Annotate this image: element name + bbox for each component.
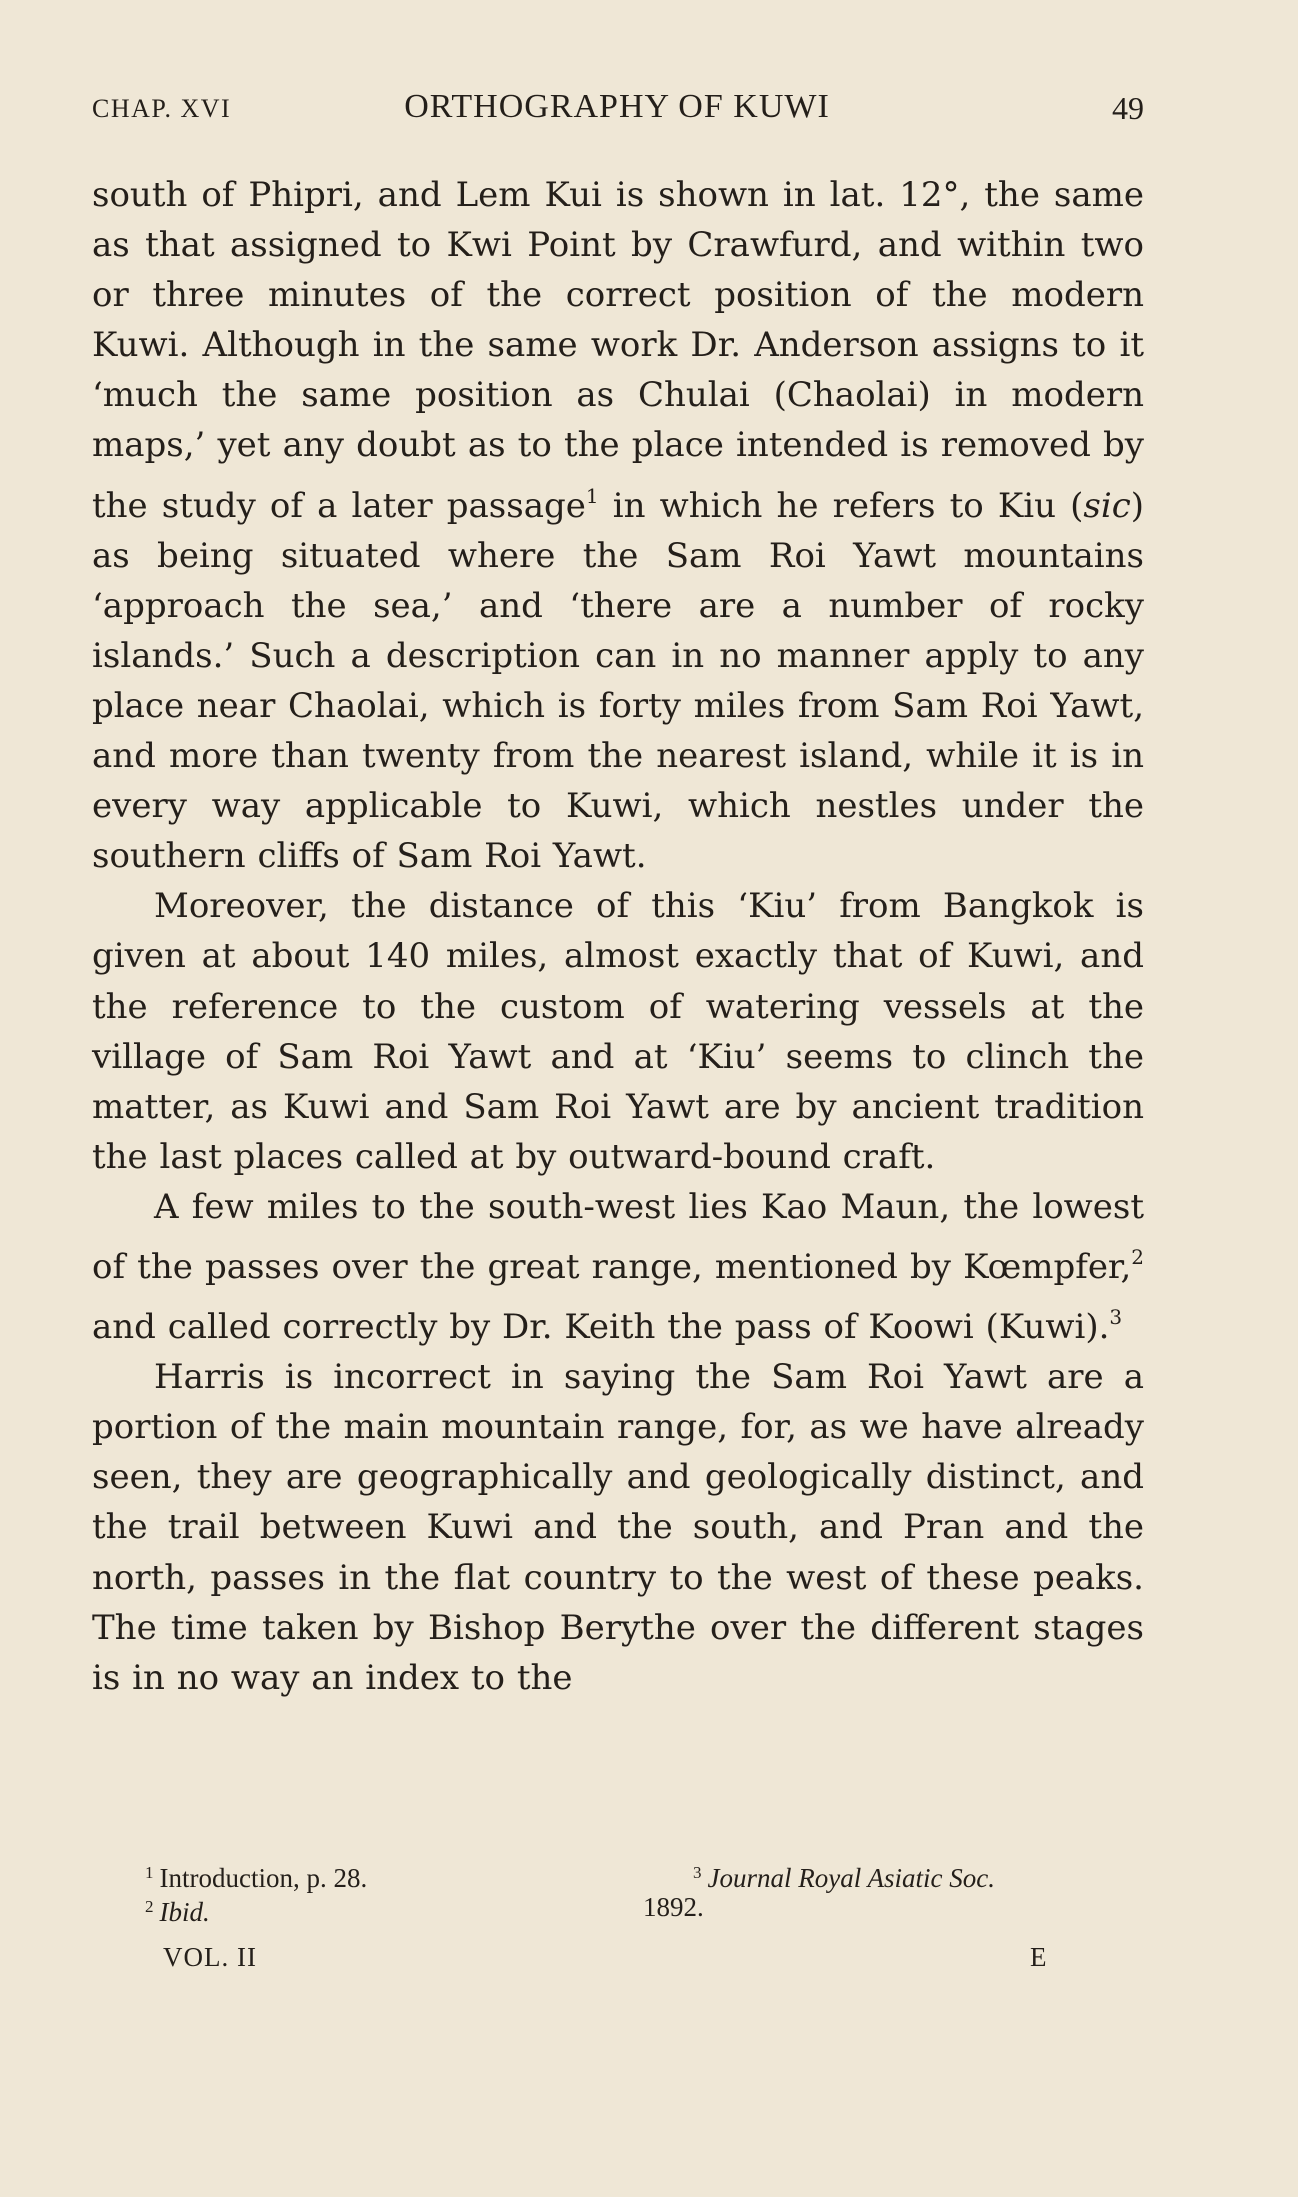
sic-italic: sic xyxy=(1083,485,1131,526)
footnote-ref-3: 3 xyxy=(1109,1305,1123,1330)
page-number: 49 xyxy=(1112,90,1144,126)
footnote-2-text: Ibid. xyxy=(159,1897,210,1927)
footnote-1-mark: 1 xyxy=(145,1863,154,1882)
signature-letter: E xyxy=(1030,1942,1048,1972)
footnote-3 xyxy=(693,1856,995,1895)
footnote-ref-2: 2 xyxy=(1131,1244,1144,1269)
paragraph-4: Harris is incorrect in saying the Sam Roi Yawt are a portion of the main mountain range, for, as we have already seen, they are geographically and geologically distinct, and the trail between Kuwi and the south, and Pran and the north, passes in the flat country to the west of these peaks. The time taken by Bishop Berythe over the different stages is in no way an index to the xyxy=(92,1357,1144,1698)
running-title: ORTHOGRAPHY OF KUWI xyxy=(404,88,830,125)
running-head xyxy=(92,88,1144,136)
paragraph-1-text-a: south of Phipri, and Lem Kui is shown in lat. 12°, the same as that assigned to Kwi Point by Crawfurd, and within two or three minutes of the correct position of the modern Kuwi. Although in the same work Dr. Anderson assigns to it ‘much the same position as Chulai (Chaolai) in modern maps,’ yet any doubt as to the place intended is removed by the study of a later passage xyxy=(92,175,1144,526)
footnote-3-mark: 3 xyxy=(693,1863,702,1882)
chapter-label: CHAP. XVI xyxy=(92,94,232,123)
paragraph-1-text-b: in which he refers to Kiu ( xyxy=(598,485,1084,526)
paragraph-3-text-b: and called correctly by Dr. Keith the pass of Koowi (Kuwi). xyxy=(92,1307,1110,1348)
footnote-3-continuation xyxy=(643,1890,704,1924)
paragraph-1-text-c: ) as being situated where the Sam Roi Yawt mountains ‘approach the sea,’ and ‘there are a number of rocky islands.’ Such a description can in no manner apply to any place near Chaolai, which is forty miles from Sam Roi Yawt, and more than twenty from the nearest island, while it is in every way applicable to Kuwi, which nestles under the southern cliffs of Sam Roi Yawt. xyxy=(92,485,1145,877)
footnote-1-text: Introduction, p. 28. xyxy=(159,1863,368,1893)
paragraph-2: Moreover, the distance of this ‘Kiu’ from Bangkok is given at about 140 miles, almost exactly that of Kuwi, and the reference to the custom of watering vessels at the village of Sam Roi Yawt and at ‘Kiu’ seems to clinch the matter, as Kuwi and Sam Roi Yawt are by ancient tradition the last places called at by outward-bound craft. xyxy=(92,886,1144,1177)
footnote-2-mark: 2 xyxy=(145,1897,154,1916)
paragraph-3 xyxy=(92,1182,1144,1352)
footnote-3-text: Journal Royal Asiatic Soc. xyxy=(707,1863,995,1893)
footnote-3-cont-text: 1892. xyxy=(643,1892,704,1922)
footnote-ref-1: 1 xyxy=(585,483,599,508)
text-body xyxy=(92,170,1144,1703)
paragraph-1 xyxy=(92,170,1144,881)
volume-mark: VOL. II xyxy=(163,1942,257,1972)
footnote-2 xyxy=(145,1890,210,1929)
paragraph-3-text-a: A few miles to the south-west lies Kao Maun, the lowest of the passes over the great range, mentioned by Kœmpfer, xyxy=(92,1186,1144,1287)
